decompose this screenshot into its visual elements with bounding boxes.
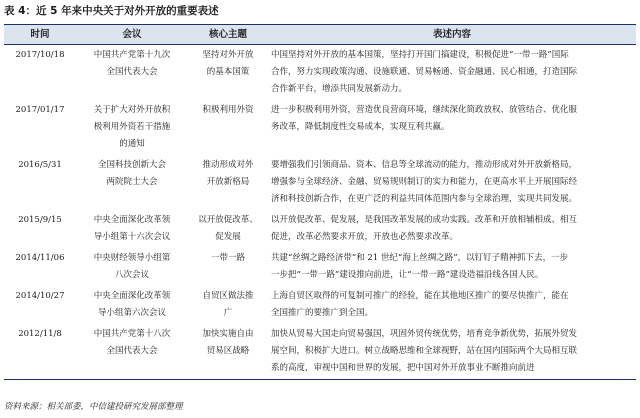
row-theme: 自贸区做法推 广	[202, 291, 254, 318]
row-content: 以开放促改革、促发展，是我国改革发展的成功实践。改革和开放相辅相成、相互 促进，改革必然要求开放，开放也必然要求改革。	[271, 215, 578, 242]
row-theme: 推动形成对外 开放新格局	[202, 160, 254, 187]
header-theme: 核心主题	[208, 29, 247, 40]
row-content: 上海自贸区取得的可复制可推广的经验，能在其他地区推广的要尽快推广，能在 全国推广的要推广到全国。	[271, 291, 569, 318]
row-meeting: 中国共产党第十八次 全国代表大会	[93, 329, 171, 356]
table-row	[4, 45, 636, 100]
row-content: 共建“丝绸之路经济带”和 21 世纪“海上丝绸之路”，以钉钉子精神抓下去，一步 一步把“一带一路”建设推向前进，让“一带一路”建设造福沿线各国人民。	[271, 253, 569, 280]
statements-table	[4, 24, 636, 380]
table-row	[4, 248, 636, 286]
table-row	[4, 324, 636, 379]
row-theme: 加快实施自由 贸易区战略	[202, 329, 254, 356]
row-content: 进一步积极利用外资，营造优良营商环境，继续深化简政放权、放管结合、优化服 务改革，降低制度性交易成本，实现互利共赢。	[271, 105, 578, 132]
table-header-row	[4, 25, 636, 45]
source-note: 资料来源：相关部委，中信建投研究发展部整理	[4, 402, 183, 412]
row-meeting: 中国共产党第十九次 全国代表大会	[93, 50, 171, 77]
table-row	[4, 286, 636, 324]
header-content: 表述内容	[432, 29, 471, 40]
table-title: 表 4：近 5 年来中央关于对外开放的重要表述	[4, 5, 219, 17]
row-content: 加快从贸易大国走向贸易强国，巩固外贸传统优势，培育竞争新优势，拓展外贸发 展空间，积极扩大进口。树立战略思维和全球视野，站在国内国际两个大局相互联 系的高度，审视中国和世界的发展，把中国对外开放事业不断推向前进	[271, 329, 578, 373]
row-theme: 一带一路	[210, 253, 245, 263]
table-row	[4, 100, 636, 155]
row-meeting: 全国科技创新大会 两院院士大会	[97, 160, 166, 187]
row-meeting: 关于扩大对外开放积 极利用外资若干措施 的通知	[93, 105, 171, 149]
row-date: 2015/9/15	[18, 215, 62, 225]
row-meeting: 中央财经领导小组第 八次会议	[93, 253, 171, 280]
row-meeting: 中央全面深化改革领 导小组第十六次会议	[93, 215, 171, 242]
row-content: 要增强我们引领商品、资本、信息等全球流动的能力，推动形成对外开放新格局， 增强参与全球经济、金融、贸易规则制订的实力和能力，在更高水平上开展国际经 济和科技创新合作，在更广泛的利益共同体范围内参与全球治理，实现共同发展。	[271, 160, 578, 204]
row-date: 2014/10/27	[15, 291, 65, 301]
row-theme: 以开放促改革、 促发展	[198, 215, 258, 242]
table-row	[4, 155, 636, 210]
row-content: 中国坚持对外开放的基本国策，坚持打开国门搞建设，积极促进“一带一路”国际 合作，努力实现政策沟通、设施联通、贸易畅通、资金融通、民心相通，打造国际 合作新平台，增添共同发展新动力。	[271, 50, 578, 94]
row-date: 2016/5/31	[18, 160, 62, 170]
header-date: 时间	[30, 29, 50, 40]
row-date: 2017/01/17	[15, 105, 65, 115]
header-meeting: 会议	[122, 29, 142, 40]
table-row	[4, 210, 636, 248]
row-meeting: 中央全面深化改革领 导小组第六次会议	[93, 291, 171, 318]
row-date: 2012/11/8	[18, 329, 62, 339]
row-theme: 积极利用外资	[202, 105, 254, 115]
row-theme: 坚持对外开放 的基本国策	[202, 50, 254, 77]
row-date: 2017/10/18	[15, 50, 65, 60]
row-date: 2014/11/06	[15, 253, 65, 263]
